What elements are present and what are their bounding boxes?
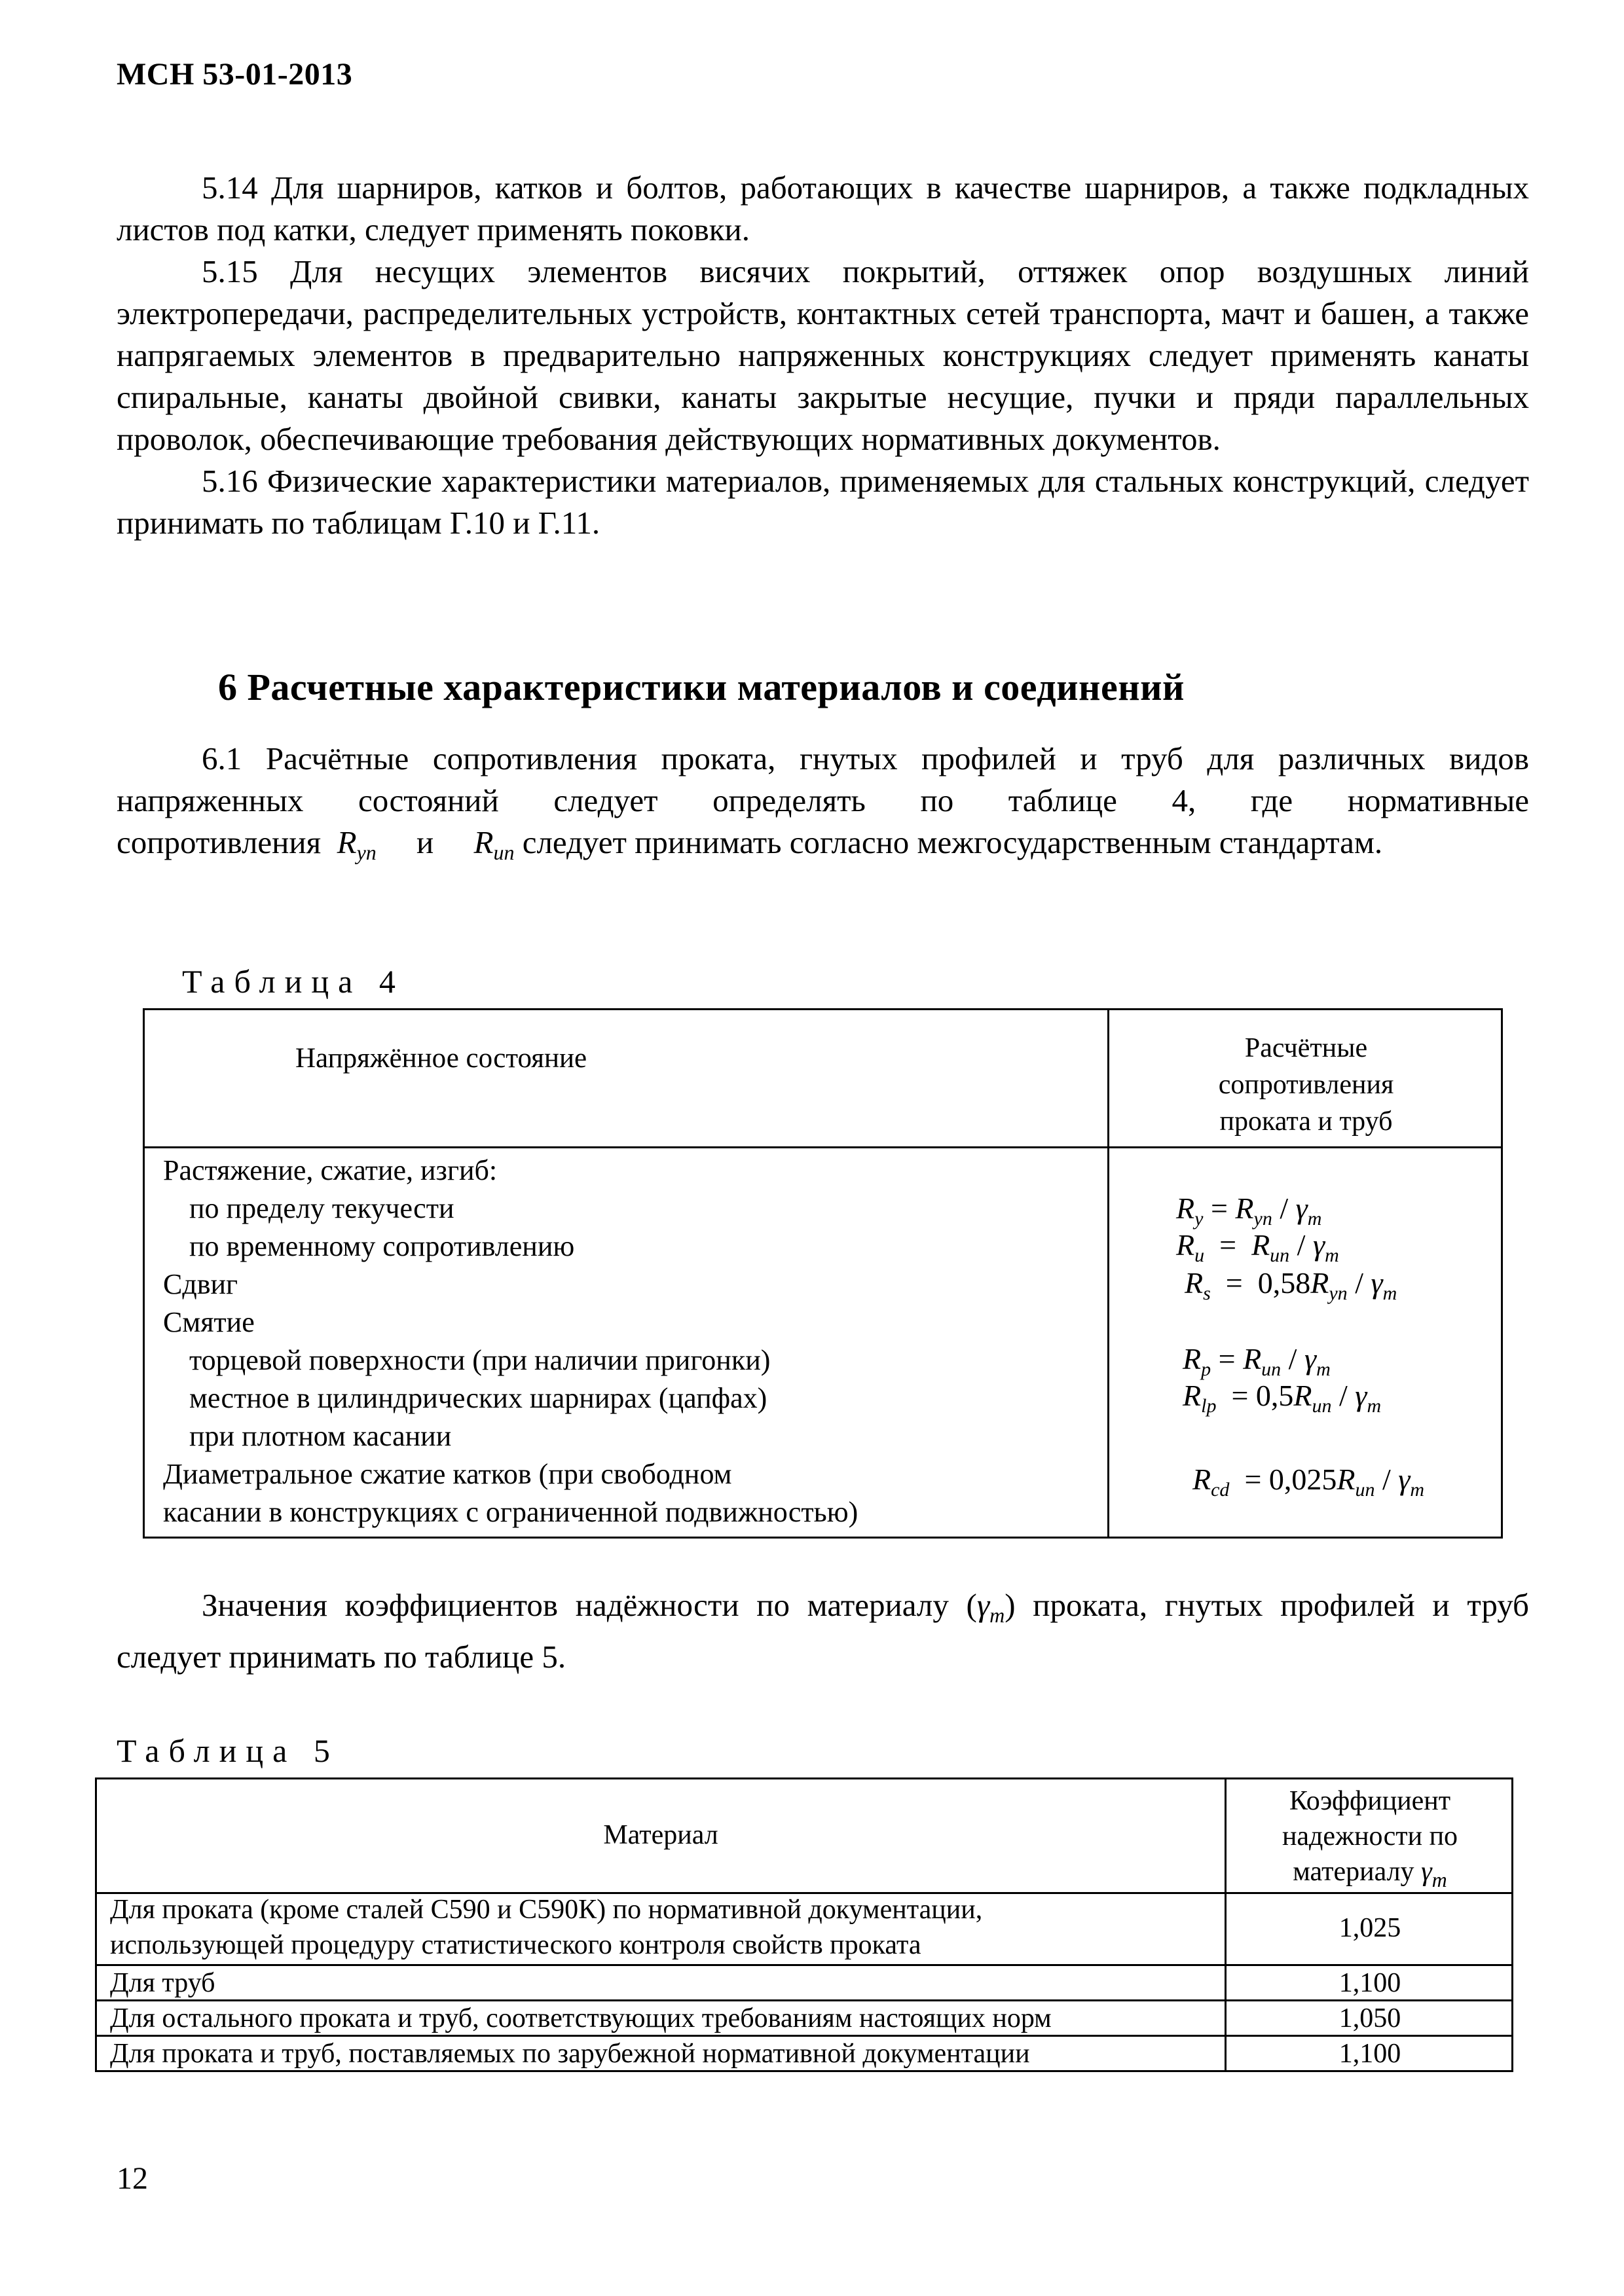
table-4-header-state: Напряжённое состояние [295,1043,587,1074]
paragraph-5-14: 5.14 Для шарниров, катков и болтов, работающих в качестве шарниров, а также подкладных листов под катки, следует применять поковки. [117,170,1529,247]
table-4-row: Смятие [163,1306,255,1338]
table-4-formula: $R_p = R_{un} / \gamma_m$ [1183,1342,1331,1380]
table-4-formula: $R_{lp} = 0,5R_{un} / \gamma_m$ [1183,1379,1382,1417]
table-4-header-divider [145,1146,1501,1148]
table-5-material-cell: Для труб [110,1968,215,1998]
table-4-row: Диаметральное сжатие катков (при свободном [163,1458,732,1490]
paragraph-6-1: 6.1 Расчётные сопротивления проката, гнутых профилей и труб для различных видов напряженных состояний следует определять по таблице 4, где нормативные сопротивления $R_{yn}$ и $R_{un}$ следует принимать согласно межгосударственным стандартам. [117,740,1529,864]
table-4-formula: $R_s = 0,58R_{yn} / \gamma_m$ [1185,1266,1397,1304]
table-4-row: Сдвиг [163,1268,238,1300]
table-5-header-material: Материал [603,1820,718,1850]
table-4-header-resistance: Расчётные сопротивления проката и труб [1218,1033,1394,1137]
table-4-row: Растяжение, сжатие, изгиб: [163,1154,498,1186]
table-5-value-cell: 1,025 [1338,1913,1401,1943]
table-4-formula: $R_{cd} = 0,025R_{un} / \gamma_m$ [1192,1463,1425,1501]
table-5-value-cell: 1,100 [1338,1968,1401,1998]
paragraph-6-1-block [117,738,1529,873]
table-4-formula: $R_y = R_{yn} / \gamma_m$ [1176,1192,1322,1230]
symbol-run: $R_{un}$ [473,824,515,864]
table-4-caption: Таблица 4 [182,963,405,1000]
table-5-material-cell: Для остального проката и труб, соответствующих требованиям настоящих норм [110,2003,1052,2033]
table-4-row: местное в цилиндрических шарнирах (цапфах) [189,1382,767,1414]
paragraph-5-16: 5.16 Физические характеристики материалов, применяемых для стальных конструкций, следует принимать по таблицам Г.10 и Г.11. [117,463,1529,541]
table-4-row: торцевой поверхности (при наличии пригонки) [189,1344,771,1376]
page-number: 12 [117,2161,148,2196]
table-4 [143,1008,1503,1539]
note-paragraph: Значения коэффициентов надёжности по материалу $(\gamma_m)$ проката, гнутых профилей и труб следует принимать по таблице 5. [117,1587,1529,1675]
paragraphs-block [117,167,1529,544]
table-5-material-cell: Для проката (кроме сталей С590 и С590К) по нормативной документации, использующей процедуру статистического контроля свойств проката [110,1895,983,1960]
table-5 [95,1777,1513,2072]
table-5-material-cell: Для проката и труб, поставляемых по зарубежной нормативной документации [110,2039,1030,2069]
note-block [117,1584,1529,1678]
table-4-row: по временному сопротивлению [189,1230,575,1262]
table-5-value-cell: 1,100 [1338,2039,1401,2069]
symbol-ryn: $R_{yn}$ [337,824,377,864]
gamma-m-symbol: $\gamma_m$ [976,1587,1005,1627]
table-4-row: по пределу текучести [189,1192,454,1224]
table-4-row: при плотном касании [189,1420,452,1452]
paragraph-5-15: 5.15 Для несущих элементов висячих покрытий, оттяжек опор воздушных линий электропередачи, распределительных устройств, контактных сетей транспорта, мачт и башен, а также напрягаемых элементов в предварительно напряженных конструкциях следует применять канаты спиральные, канаты двойной свивки, канаты закрытые несущие, пучки и пряди параллельных проволок, обеспечивающие требования действующих нормативных документов. [117,253,1529,457]
table-4-row: касании в конструкциях с ограниченной подвижностью) [163,1496,858,1528]
table-4-formula: $R_u = R_{un} / \gamma_m$ [1176,1228,1339,1266]
document-header: МСН 53-01-2013 [117,57,353,92]
table-5-value-cell: 1,050 [1338,2003,1401,2033]
section-title: 6 Расчетные характеристики материалов и соединений [218,666,1185,708]
table-5-header-coefficient: Коэффициент надежности по материалу $\gamma_m$ [1282,1786,1458,1891]
table-5-caption: Таблица 5 [117,1732,339,1769]
